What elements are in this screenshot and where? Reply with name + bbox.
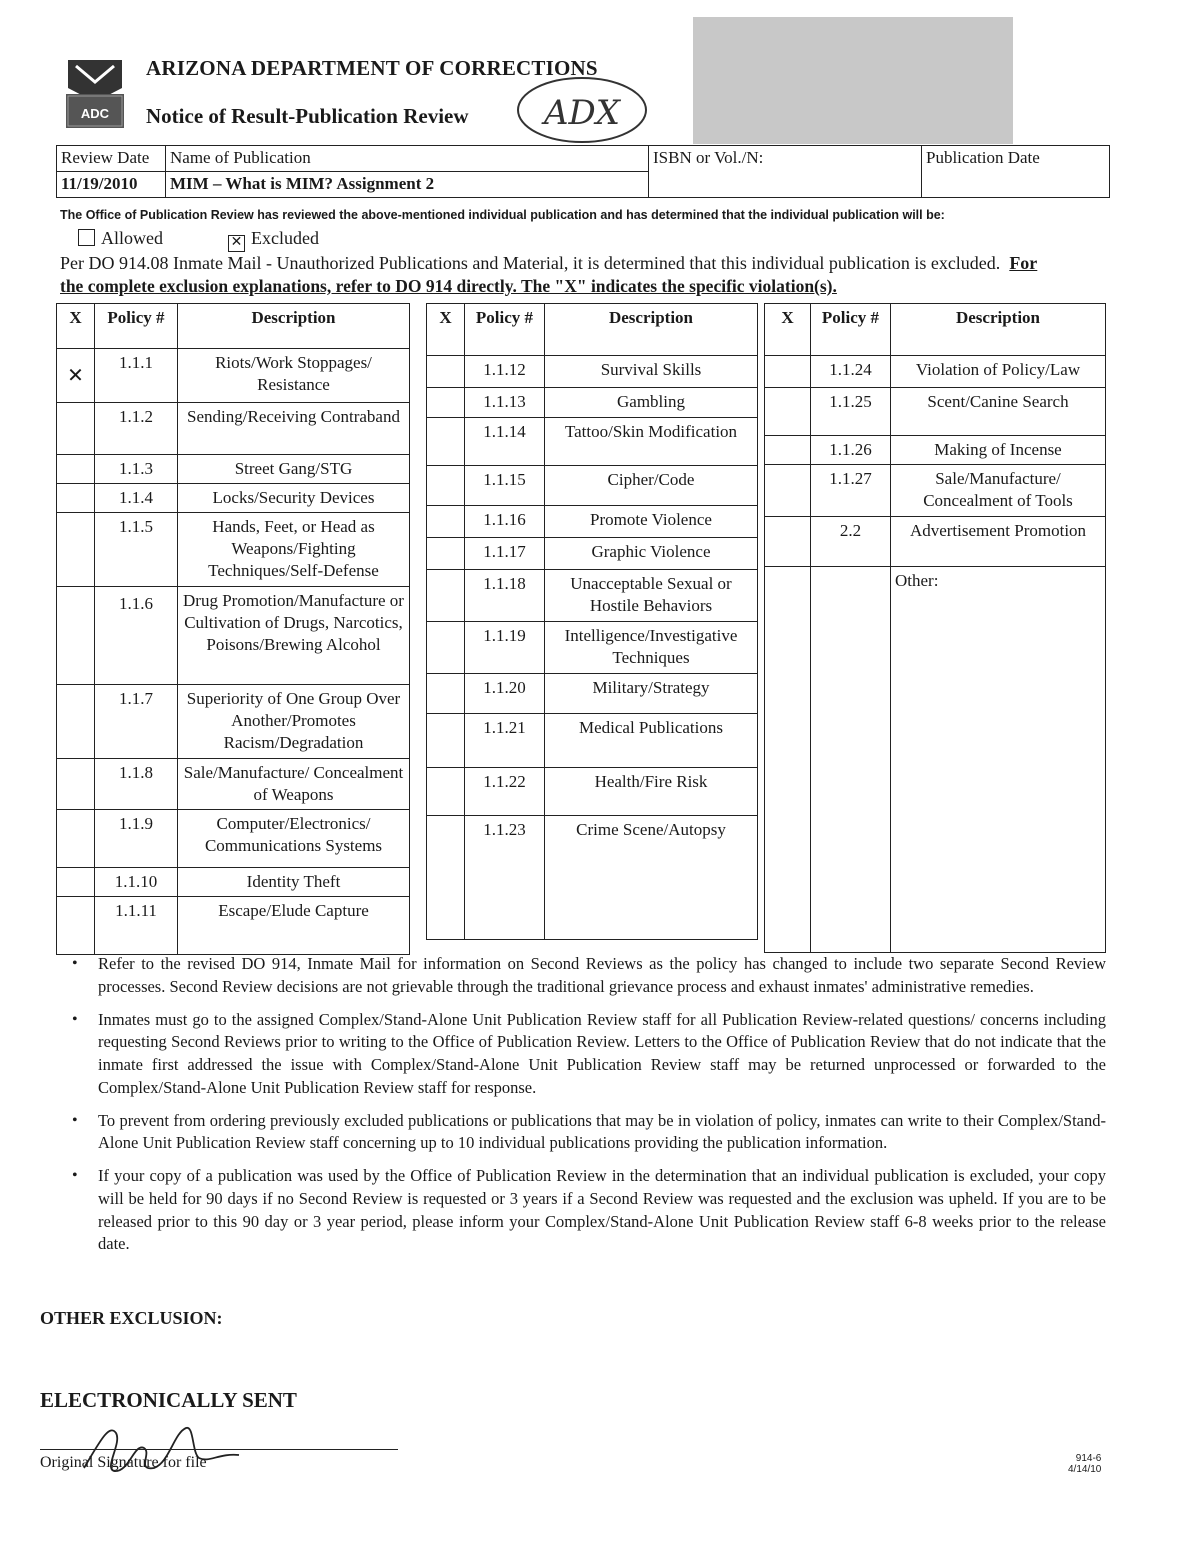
form-title: Notice of Result-Publication Review — [146, 104, 469, 128]
redacted-block — [693, 17, 1013, 144]
violation-mark[interactable] — [57, 759, 95, 810]
table-row — [765, 567, 1106, 953]
policy-description: Escape/Elude Capture — [178, 897, 410, 955]
violation-mark[interactable] — [57, 587, 95, 685]
policy-number: 1.1.18 — [465, 570, 545, 622]
publication-name-value: MIM – What is MIM? Assignment 2 — [166, 172, 649, 198]
table-row — [57, 349, 410, 403]
table-row — [427, 622, 758, 674]
policy-description: Military/Strategy — [545, 674, 758, 714]
policy-description: Hands, Feet, or Head as Weapons/Fighting Techniques/Self-Defense — [178, 513, 410, 587]
form-number — [1068, 1453, 1101, 1475]
policy-description: Gambling — [545, 388, 758, 418]
review-statement: The Office of Publication Review has reviewed the above-mentioned individual publication and has determined that the individual publication will be: — [60, 208, 945, 222]
policy-table-2 — [426, 303, 758, 940]
violation-mark[interactable] — [427, 388, 465, 418]
table-row — [57, 759, 410, 810]
table-header-row — [427, 304, 758, 356]
svg-text:ADX: ADX — [543, 93, 621, 133]
policy-description: Superiority of One Group Over Another/Promotes Racism/Degradation — [178, 685, 410, 759]
publication-date-label: Publication Date — [926, 148, 1040, 167]
per-do-text: Per DO 914.08 Inmate Mail - Unauthorized Publications and Material, it is determined that this individual publication is excluded. — [60, 253, 1001, 273]
policy-table-1 — [56, 303, 410, 955]
violation-mark[interactable] — [427, 674, 465, 714]
table-row — [427, 388, 758, 418]
table-header-row — [57, 304, 410, 349]
table-row — [57, 810, 410, 868]
publication-name-label: Name of Publication — [166, 146, 649, 172]
policy-description: Riots/Work Stoppages/ Resistance — [178, 349, 410, 403]
violation-mark[interactable] — [427, 768, 465, 816]
review-date-value: 11/19/2010 — [57, 172, 166, 198]
policy-number: 1.1.21 — [465, 714, 545, 768]
policy-description: Drug Promotion/Manufacture or Cultivation of Drugs, Narcotics, Poisons/Brewing Alcohol — [178, 587, 410, 685]
violation-mark[interactable] — [57, 868, 95, 897]
policy-number: 1.1.13 — [465, 388, 545, 418]
policy-number: 1.1.2 — [95, 403, 178, 455]
policy-description: Violation of Policy/Law — [891, 356, 1106, 388]
violation-mark[interactable] — [57, 484, 95, 513]
excluded-checkbox[interactable]: ✕ — [228, 235, 245, 252]
violation-mark[interactable] — [57, 810, 95, 868]
signature-line — [40, 1449, 398, 1450]
policy-description: Cipher/Code — [545, 466, 758, 506]
policy-number: 1.1.14 — [465, 418, 545, 466]
determination-checkboxes — [78, 228, 319, 252]
policy-number: 1.1.7 — [95, 685, 178, 759]
violation-mark[interactable] — [427, 816, 465, 940]
policy-description: Intelligence/Investigative Techniques — [545, 622, 758, 674]
table-row — [57, 455, 410, 484]
violation-mark[interactable] — [57, 455, 95, 484]
violation-mark[interactable] — [765, 436, 811, 465]
isbn-label: ISBN or Vol./N: — [653, 148, 764, 167]
publication-date-cell — [922, 146, 1110, 198]
table-row — [57, 868, 410, 897]
review-date-label: Review Date — [57, 146, 166, 172]
table-row — [427, 506, 758, 538]
form-revision-date: 4/14/10 — [1068, 1464, 1102, 1475]
notice-bullets — [70, 953, 1106, 1266]
list-item: • Inmates must go to the assigned Complex/Stand-Alone Unit Publication Review staff for all Publication Review-related questions/ concerns including requesting Second Reviews prior to writing to the Office of Publication Review. Letters to the Office of Publication Review that do not indicate that the inmate first addressed the issue with Complex/Stand-Alone Unit Publication Review staff may be returned unprocessed or forwarded to the Complex/Stand-Alone Unit Publication Review staff for response. — [70, 1009, 1106, 1100]
violation-mark[interactable] — [427, 356, 465, 388]
policy-number: 1.1.23 — [465, 816, 545, 940]
policy-header: Policy # — [811, 304, 891, 356]
violation-mark[interactable] — [765, 567, 811, 953]
violation-mark[interactable] — [427, 538, 465, 570]
organization-title: ARIZONA DEPARTMENT OF CORRECTIONS — [146, 56, 598, 80]
table-row — [765, 388, 1106, 436]
table-row — [57, 513, 410, 587]
adc-logo — [62, 58, 128, 130]
table-row — [427, 570, 758, 622]
policy-table-3 — [764, 303, 1106, 953]
allowed-label: Allowed — [101, 228, 163, 248]
list-item: • To prevent from ordering previously excluded publications or publications that may be in violation of policy, inmates can write to their Complex/Stand-Alone Unit Publication Review staff concerning up to 10 individual publications providing the publication information. — [70, 1110, 1106, 1156]
policy-header: Policy # — [95, 304, 178, 349]
policy-description: Making of Incense — [891, 436, 1106, 465]
violation-mark[interactable] — [57, 685, 95, 759]
violation-mark[interactable] — [427, 622, 465, 674]
excluded-label: Excluded — [251, 228, 319, 248]
per-do-statement — [60, 253, 1037, 274]
table-row — [57, 587, 410, 685]
policy-description: Survival Skills — [545, 356, 758, 388]
policy-number: 1.1.12 — [465, 356, 545, 388]
x-header: X — [57, 304, 95, 349]
policy-number: 1.1.10 — [95, 868, 178, 897]
x-header: X — [765, 304, 811, 356]
policy-number — [811, 567, 891, 953]
policy-number: 1.1.9 — [95, 810, 178, 868]
policy-number: 1.1.25 — [811, 388, 891, 436]
description-header: Description — [545, 304, 758, 356]
table-row — [57, 403, 410, 455]
table-row — [427, 816, 758, 940]
table-row — [57, 685, 410, 759]
table-row — [765, 517, 1106, 567]
policy-number: 1.1.1 — [95, 349, 178, 403]
violation-mark[interactable] — [57, 513, 95, 587]
description-header: Description — [178, 304, 410, 349]
policy-number: 1.1.26 — [811, 436, 891, 465]
policy-description: Medical Publications — [545, 714, 758, 768]
svg-text:ADC: ADC — [80, 106, 110, 121]
table-row — [427, 768, 758, 816]
publication-info-table — [56, 145, 1110, 198]
policy-description: Crime Scene/Autopsy — [545, 816, 758, 940]
violation-mark[interactable] — [427, 466, 465, 506]
table-row — [427, 418, 758, 466]
policy-number: 1.1.3 — [95, 455, 178, 484]
policy-number: 1.1.8 — [95, 759, 178, 810]
violation-mark[interactable] — [57, 897, 95, 955]
form-number-code: 914-6 — [1075, 1453, 1102, 1464]
policy-number: 1.1.19 — [465, 622, 545, 674]
electronically-sent-label: ELECTRONICALLY SENT — [40, 1388, 297, 1412]
policy-description: Street Gang/STG — [178, 455, 410, 484]
allowed-checkbox[interactable] — [78, 229, 95, 246]
table-row — [427, 714, 758, 768]
per-do-for: For — [1009, 253, 1038, 273]
policy-description: Computer/Electronics/ Communications Systems — [178, 810, 410, 868]
handwritten-stamp — [510, 68, 660, 153]
policy-description: Locks/Security Devices — [178, 484, 410, 513]
other-exclusion-label: OTHER EXCLUSION: — [40, 1308, 223, 1328]
policy-number: 1.1.11 — [95, 897, 178, 955]
isbn-cell — [649, 146, 922, 198]
policy-number: 1.1.6 — [95, 587, 178, 685]
policy-number: 1.1.4 — [95, 484, 178, 513]
policy-description: Promote Violence — [545, 506, 758, 538]
table-row — [765, 436, 1106, 465]
list-item: • Refer to the revised DO 914, Inmate Mail for information on Second Reviews as the policy has changed to include two separate Second Review processes. Second Review decisions are not grievable through the traditional grievance process and exhaust inmates' administrative remedies. — [70, 953, 1106, 999]
table-row — [427, 674, 758, 714]
violation-mark[interactable]: ✕ — [57, 349, 95, 403]
violation-mark[interactable] — [765, 388, 811, 436]
table-header-row — [765, 304, 1106, 356]
violation-mark[interactable] — [427, 570, 465, 622]
table-row — [427, 466, 758, 506]
violation-mark[interactable] — [427, 506, 465, 538]
exclusion-instruction: the complete exclusion explanations, refer to DO 914 directly. The "X" indicates the specific violation(s). — [60, 276, 837, 296]
table-row — [57, 897, 410, 955]
violation-mark[interactable] — [57, 403, 95, 455]
policy-number: 1.1.24 — [811, 356, 891, 388]
violation-mark[interactable] — [765, 465, 811, 517]
policy-number: 1.1.17 — [465, 538, 545, 570]
policy-number: 1.1.15 — [465, 466, 545, 506]
policy-description: Tattoo/Skin Modification — [545, 418, 758, 466]
table-row — [427, 356, 758, 388]
violation-mark[interactable] — [765, 517, 811, 567]
policy-description: Unacceptable Sexual or Hostile Behaviors — [545, 570, 758, 622]
table-row — [765, 356, 1106, 388]
policy-header: Policy # — [465, 304, 545, 356]
policy-description: Scent/Canine Search — [891, 388, 1106, 436]
policy-number: 1.1.16 — [465, 506, 545, 538]
description-header: Description — [891, 304, 1106, 356]
policy-description: Health/Fire Risk — [545, 768, 758, 816]
table-row — [765, 465, 1106, 517]
policy-description: Sending/Receiving Contraband — [178, 403, 410, 455]
violation-mark[interactable] — [427, 418, 465, 466]
table-row — [427, 538, 758, 570]
original-signature-label: Original Signature for file — [40, 1454, 207, 1471]
policy-number: 1.1.5 — [95, 513, 178, 587]
policy-number: 1.1.20 — [465, 674, 545, 714]
policy-description: Identity Theft — [178, 868, 410, 897]
policy-number: 2.2 — [811, 517, 891, 567]
policy-number: 1.1.27 — [811, 465, 891, 517]
list-item: • If your copy of a publication was used by the Office of Publication Review in the determination that an individual publication is excluded, your copy will be held for 90 days if no Second Review is requested or 3 years if a Second Review was requested and the exclusion was upheld. If you are to be released prior to this 90 day or 3 year period, please inform your Complex/Stand-Alone Unit Publication Review staff 6-8 weeks prior to the release date. — [70, 1165, 1106, 1256]
x-header: X — [427, 304, 465, 356]
policy-description: Advertisement Promotion — [891, 517, 1106, 567]
violation-mark[interactable] — [765, 356, 811, 388]
other-label: Other: — [891, 567, 1106, 953]
policy-description: Graphic Violence — [545, 538, 758, 570]
table-row — [57, 484, 410, 513]
policy-description: Sale/Manufacture/ Concealment of Tools — [891, 465, 1106, 517]
policy-number: 1.1.22 — [465, 768, 545, 816]
violation-mark[interactable] — [427, 714, 465, 768]
policy-description: Sale/Manufacture/ Concealment of Weapons — [178, 759, 410, 810]
